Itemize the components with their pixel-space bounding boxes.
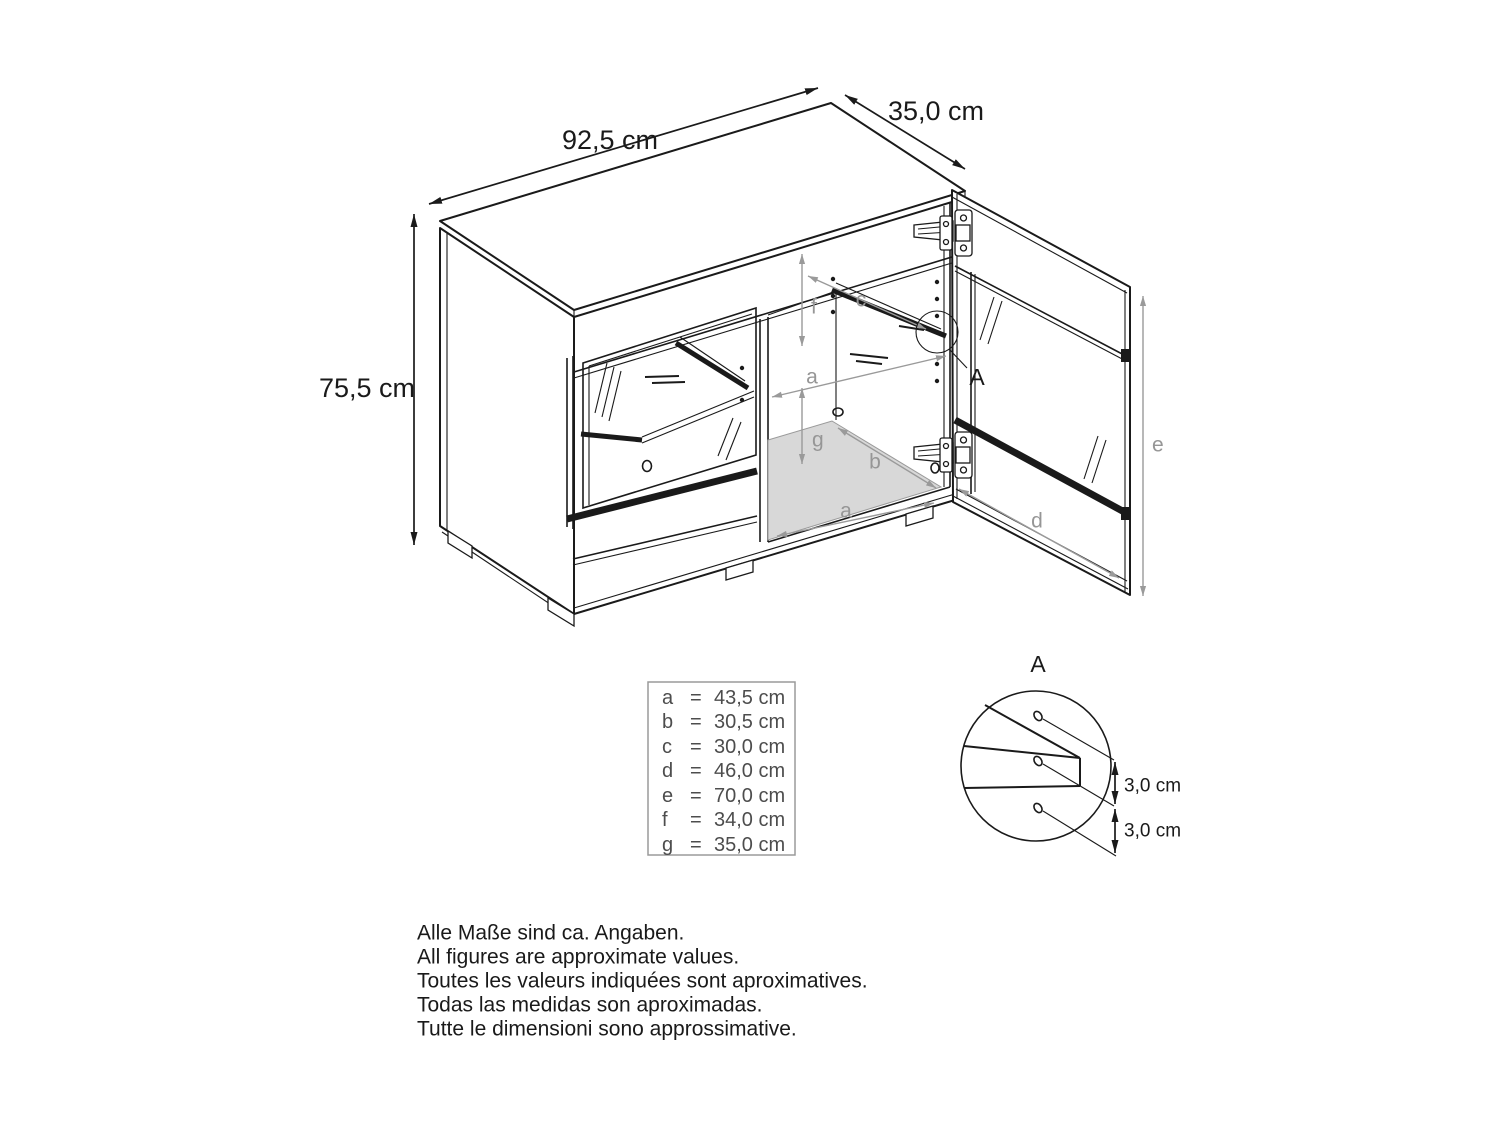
detail-a-title: A bbox=[1030, 651, 1046, 677]
legend-value: 30,0 cm bbox=[714, 736, 786, 758]
note-es: Todas las medidas son aproximadas. bbox=[417, 993, 763, 1017]
dim-a-mid-label: a bbox=[806, 365, 818, 389]
legend-letter: a bbox=[662, 687, 674, 709]
dim-width-label: 92,5 cm bbox=[561, 125, 659, 155]
glass-clamp-top bbox=[1121, 349, 1130, 362]
legend-row bbox=[662, 809, 785, 831]
legend-equals: = bbox=[690, 785, 702, 807]
legend-equals: = bbox=[690, 809, 702, 831]
legend-row bbox=[662, 760, 785, 782]
legend-letter: c bbox=[662, 736, 672, 758]
legend-letter: f bbox=[662, 809, 668, 831]
note-it: Tutte le dimensioni sono approssimative. bbox=[417, 1017, 797, 1041]
detail-a bbox=[961, 651, 1181, 856]
legend-row bbox=[662, 687, 785, 709]
dim-a-floor-label: a bbox=[840, 499, 852, 523]
legend-equals: = bbox=[690, 736, 702, 758]
legend-letter: b bbox=[662, 711, 674, 733]
legend-row bbox=[662, 711, 785, 733]
detail-leaders bbox=[1043, 719, 1116, 856]
legend-equals: = bbox=[690, 834, 702, 856]
note-fr: Toutes les valeurs indiquées sont aproximatives. bbox=[417, 969, 868, 993]
dim-c-label: c bbox=[855, 288, 867, 312]
note-de: Alle Maße sind ca. Angaben. bbox=[417, 921, 685, 945]
legend-value: 46,0 cm bbox=[714, 760, 786, 782]
note-en: All figures are approximate values. bbox=[417, 945, 740, 969]
notes bbox=[417, 922, 868, 1041]
detail-ref-label: A bbox=[969, 364, 985, 390]
dim-f-label: f bbox=[811, 295, 817, 319]
detail-dim-upper-label: 3,0 cm bbox=[1124, 775, 1182, 797]
legend-value: 34,0 cm bbox=[714, 809, 786, 831]
glass-clamp-bottom bbox=[1121, 507, 1130, 520]
legend-equals: = bbox=[690, 711, 702, 733]
dim-b-label: b bbox=[869, 450, 881, 474]
legend-row bbox=[662, 834, 785, 856]
legend-table bbox=[648, 682, 795, 856]
legend-row bbox=[662, 785, 785, 807]
detail-dim-lower-label: 3,0 cm bbox=[1124, 820, 1182, 842]
legend-value: 70,0 cm bbox=[714, 785, 786, 807]
legend-equals: = bbox=[690, 760, 702, 782]
dim-depth-label: 35,0 cm bbox=[887, 96, 985, 126]
legend-value: 43,5 cm bbox=[714, 687, 786, 709]
legend-value: 35,0 cm bbox=[714, 834, 786, 856]
detail-a-circle bbox=[961, 691, 1111, 841]
legend-equals: = bbox=[690, 687, 702, 709]
legend-letter: e bbox=[662, 785, 674, 807]
open-right-door bbox=[952, 190, 1130, 595]
detail-pin-holes bbox=[1032, 710, 1043, 814]
legend-letter: g bbox=[662, 834, 674, 856]
dim-height-label: 75,5 cm bbox=[318, 373, 416, 403]
legend-letter: d bbox=[662, 760, 674, 782]
dim-d-label: d bbox=[1031, 509, 1043, 533]
dim-e-label: e bbox=[1152, 433, 1164, 457]
legend-value: 30,5 cm bbox=[714, 711, 786, 733]
cabinet-body bbox=[440, 103, 965, 626]
dim-g-label: g bbox=[812, 428, 824, 452]
legend-row bbox=[662, 736, 785, 758]
